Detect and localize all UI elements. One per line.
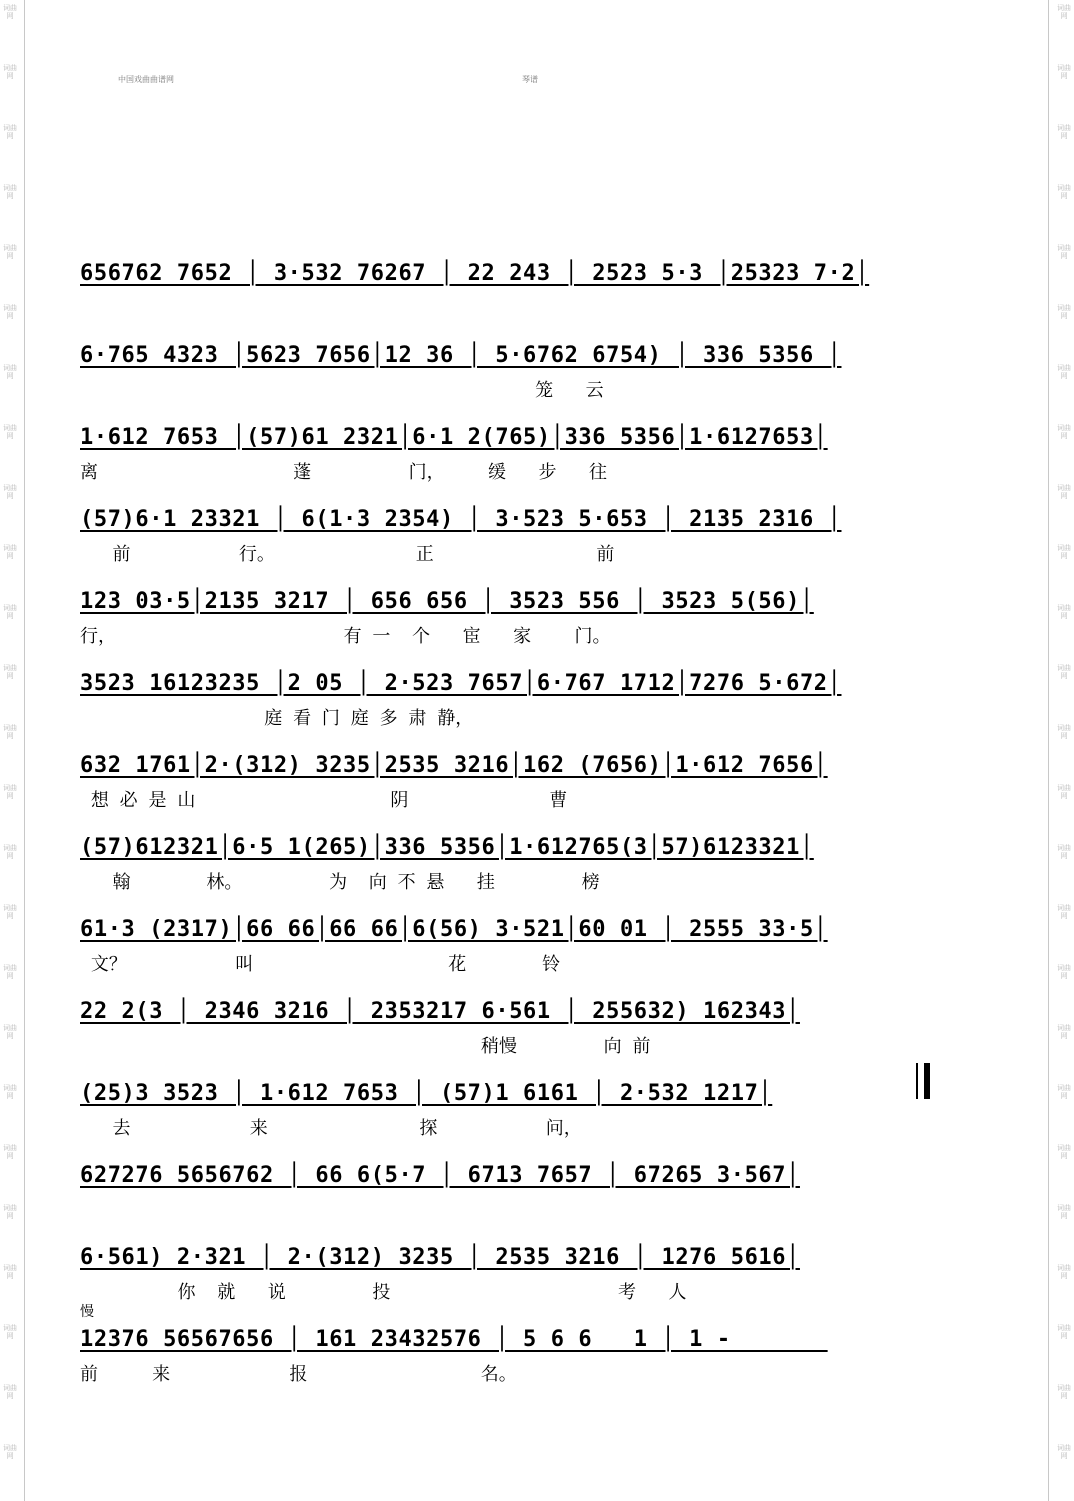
score-row bbox=[80, 1157, 1010, 1239]
category-label: 琴谱 bbox=[522, 75, 538, 84]
watermark-mark: 词曲网 bbox=[3, 1144, 17, 1160]
watermark-mark: 词曲网 bbox=[1057, 304, 1071, 320]
watermark-mark: 词曲网 bbox=[3, 784, 17, 800]
lyric-line: 前 行。 正 前 bbox=[80, 544, 615, 565]
watermark-mark: 词曲网 bbox=[1057, 424, 1071, 440]
watermark-mark: 词曲网 bbox=[3, 1204, 17, 1220]
watermark-mark: 词曲网 bbox=[1057, 1384, 1071, 1400]
notation-line: (57)6·1 23321 │ 6(1·3 2354) │ 3·523 5·653 │ 2135 2316 │ bbox=[80, 507, 842, 532]
lyric-line: 稍慢 向 前 bbox=[80, 1036, 651, 1057]
score-row bbox=[80, 993, 1010, 1075]
watermark-mark: 词曲网 bbox=[3, 64, 17, 80]
score-row bbox=[80, 1321, 1010, 1403]
watermark-mark: 词曲网 bbox=[1057, 1204, 1071, 1220]
watermark-mark: 词曲网 bbox=[3, 724, 17, 740]
lyric-line: 去 来 探 问， bbox=[80, 1118, 582, 1139]
watermark-mark: 词曲网 bbox=[3, 664, 17, 680]
watermark-mark: 词曲网 bbox=[3, 1084, 17, 1100]
watermark-mark: 词曲网 bbox=[3, 184, 17, 200]
watermark-mark: 词曲网 bbox=[1057, 1444, 1071, 1460]
watermark-mark: 词曲网 bbox=[1057, 364, 1071, 380]
watermark-mark: 词曲网 bbox=[1057, 484, 1071, 500]
watermark-mark: 词曲网 bbox=[3, 604, 17, 620]
watermark-mark: 词曲网 bbox=[3, 424, 17, 440]
watermark-mark: 词曲网 bbox=[1057, 4, 1071, 20]
watermark-mark: 词曲网 bbox=[3, 544, 17, 560]
notation-line: 123 03·5│2135 3217 │ 656 656 │ 3523 556 │ 3523 5(56)│ bbox=[80, 589, 814, 614]
watermark-mark: 词曲网 bbox=[3, 244, 17, 260]
watermark-mark: 词曲网 bbox=[1057, 1324, 1071, 1340]
notation-line: (57)612321│6·5 1(265)│336 5356│1·612765(3│57)6123321│ bbox=[80, 835, 814, 860]
watermark-mark: 词曲网 bbox=[3, 1324, 17, 1340]
tempo-mark: 慢 bbox=[80, 1304, 94, 1320]
notation-line: 22 2(3 │ 2346 3216 │ 2353217 6·561 │ 255632) 162343│ bbox=[80, 999, 800, 1024]
site-name: 中国戏曲曲谱网 bbox=[118, 75, 174, 84]
watermark-mark: 词曲网 bbox=[3, 904, 17, 920]
lyric-line: 文？ 叫 花 铃 bbox=[80, 954, 561, 975]
notation-line: 12376 56567656 │ 161 23432576 │ 5 6 6 1 │ 1 - bbox=[80, 1327, 828, 1352]
watermark-mark: 词曲网 bbox=[1057, 544, 1071, 560]
lyric-line: 想 必 是 山 阴 曹 bbox=[80, 790, 568, 811]
final-barline-thick bbox=[924, 1063, 930, 1099]
score-row bbox=[80, 255, 1010, 337]
notation-line: 61·3 (2317)│66 66│66 66│6(56) 3·521│60 01 │ 2555 33·5│ bbox=[80, 917, 828, 942]
watermark-mark: 词曲网 bbox=[1057, 904, 1071, 920]
page-frame-right bbox=[1048, 0, 1049, 1501]
watermark-mark: 词曲网 bbox=[3, 364, 17, 380]
score-row bbox=[80, 1075, 1010, 1157]
notation-line: 6·765 4323 │5623 7656│12 36 │ 5·6762 6754) │ 336 5356 │ bbox=[80, 343, 842, 368]
watermark-mark: 词曲网 bbox=[3, 1384, 17, 1400]
watermark-mark: 词曲网 bbox=[3, 124, 17, 140]
notation-line: 6·561) 2·321 │ 2·(312) 3235 │ 2535 3216 │ 1276 5616│ bbox=[80, 1245, 800, 1270]
score-row bbox=[80, 1239, 1010, 1321]
lyric-line: 庭 看 门 庭 多 肃 静， bbox=[80, 708, 474, 729]
watermark-mark: 词曲网 bbox=[1057, 604, 1071, 620]
watermark-mark: 词曲网 bbox=[3, 484, 17, 500]
final-barline-thin bbox=[916, 1063, 918, 1099]
watermark-mark: 词曲网 bbox=[1057, 64, 1071, 80]
watermark-mark: 词曲网 bbox=[3, 1264, 17, 1280]
score-row bbox=[80, 665, 1010, 747]
score-row bbox=[80, 419, 1010, 501]
score-row bbox=[80, 501, 1010, 583]
lyric-line: 离 蓬 门， 缓 步 往 bbox=[80, 462, 607, 483]
watermark-mark: 词曲网 bbox=[1057, 1264, 1071, 1280]
watermark-mark: 词曲网 bbox=[3, 844, 17, 860]
notation-line: 627276 5656762 │ 66 6(5·7 │ 6713 7657 │ 67265 3·567│ bbox=[80, 1163, 800, 1188]
score-row bbox=[80, 337, 1010, 419]
watermark-mark: 词曲网 bbox=[1057, 1084, 1071, 1100]
lyric-line: 你 就 说 投 考 人 bbox=[80, 1282, 687, 1303]
watermark-mark: 词曲网 bbox=[1057, 124, 1071, 140]
watermark-mark: 词曲网 bbox=[1057, 1144, 1071, 1160]
lyric-line: 行， 有 一 个 宦 家 门。 bbox=[80, 626, 611, 647]
notation-line: 656762 7652 │ 3·532 76267 │ 22 243 │ 2523 5·3 │25323 7·2│ bbox=[80, 261, 870, 286]
watermark-mark: 词曲网 bbox=[1057, 1024, 1071, 1040]
notation-line: 1·612 7653 │(57)61 2321│6·1 2(765)│336 5356│1·6127653│ bbox=[80, 425, 828, 450]
watermark-mark: 词曲网 bbox=[3, 964, 17, 980]
watermark-mark: 词曲网 bbox=[3, 1444, 17, 1460]
score-row bbox=[80, 911, 1010, 993]
watermark-mark: 词曲网 bbox=[3, 4, 17, 20]
lyric-line: 翰 林。 为 向 不 悬 挂 榜 bbox=[80, 872, 600, 893]
watermark-mark: 词曲网 bbox=[1057, 664, 1071, 680]
watermark-mark: 词曲网 bbox=[1057, 964, 1071, 980]
watermark-mark: 词曲网 bbox=[1057, 844, 1071, 860]
notation-line: 3523 16123235 │2 05 │ 2·523 7657│6·767 1712│7276 5·672│ bbox=[80, 671, 842, 696]
watermark-mark: 词曲网 bbox=[1057, 724, 1071, 740]
watermark-mark: 词曲网 bbox=[3, 304, 17, 320]
notation-line: (25)3 3523 │ 1·612 7653 │ (57)1 6161 │ 2·532 1217│ bbox=[80, 1081, 773, 1106]
watermark-mark: 词曲网 bbox=[1057, 784, 1071, 800]
notation-line: 632 1761│2·(312) 3235│2535 3216│162 (7656)│1·612 7656│ bbox=[80, 753, 828, 778]
watermark-mark: 词曲网 bbox=[1057, 184, 1071, 200]
watermark-mark: 词曲网 bbox=[1057, 244, 1071, 260]
score-row bbox=[80, 747, 1010, 829]
score-row bbox=[80, 583, 1010, 665]
lyric-line: 前 来 报 名。 bbox=[80, 1364, 517, 1385]
score-row bbox=[80, 829, 1010, 911]
watermark-mark: 词曲网 bbox=[3, 1024, 17, 1040]
lyric-line: 笼 云 bbox=[80, 380, 604, 401]
page-frame-left bbox=[24, 0, 25, 1501]
